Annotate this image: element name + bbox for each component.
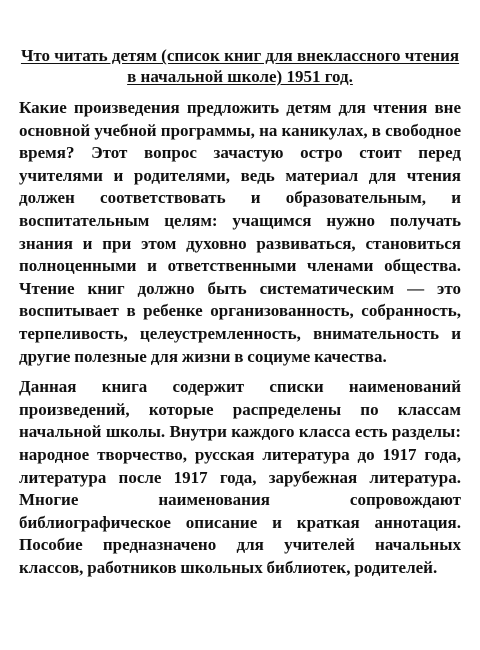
paragraph-2: Данная книга содержит списки наименований произведений, которые распределены по классам начальной школы. Внутри каждого класса есть разделы: народное творчество, русская литература до 1917 года, литература после 1917 года, зарубежная литература. Многие наименования сопровождают библиографическое описание и краткая аннотация. Пособие предназначено для учителей начальных классов, работников школьных библиотек, родителей. bbox=[19, 377, 461, 577]
document-title: Что читать детям (список книг для внеклассного чтения в начальной школе) 1951 год. bbox=[20, 46, 460, 86]
document-page bbox=[19, 45, 461, 579]
paragraph-1: Какие произведения предложить детям для чтения вне основной учебной программы, на каникулах, в свободное время? Этот вопрос зачастую остро стоит перед учителями и родителями, ведь материал для чтения должен соответствовать и образовательным, и воспитательным целям: учащимся нужно получать знания и при этом духовно развиваться, становиться полноценными и ответственными членами общества. Чтение книг должно быть систематическим — это воспитывает в ребенке организованность, собранность, терпеливость, целеустремленность, внимательность и другие полезные для жизни в социуме качества. bbox=[19, 98, 461, 366]
